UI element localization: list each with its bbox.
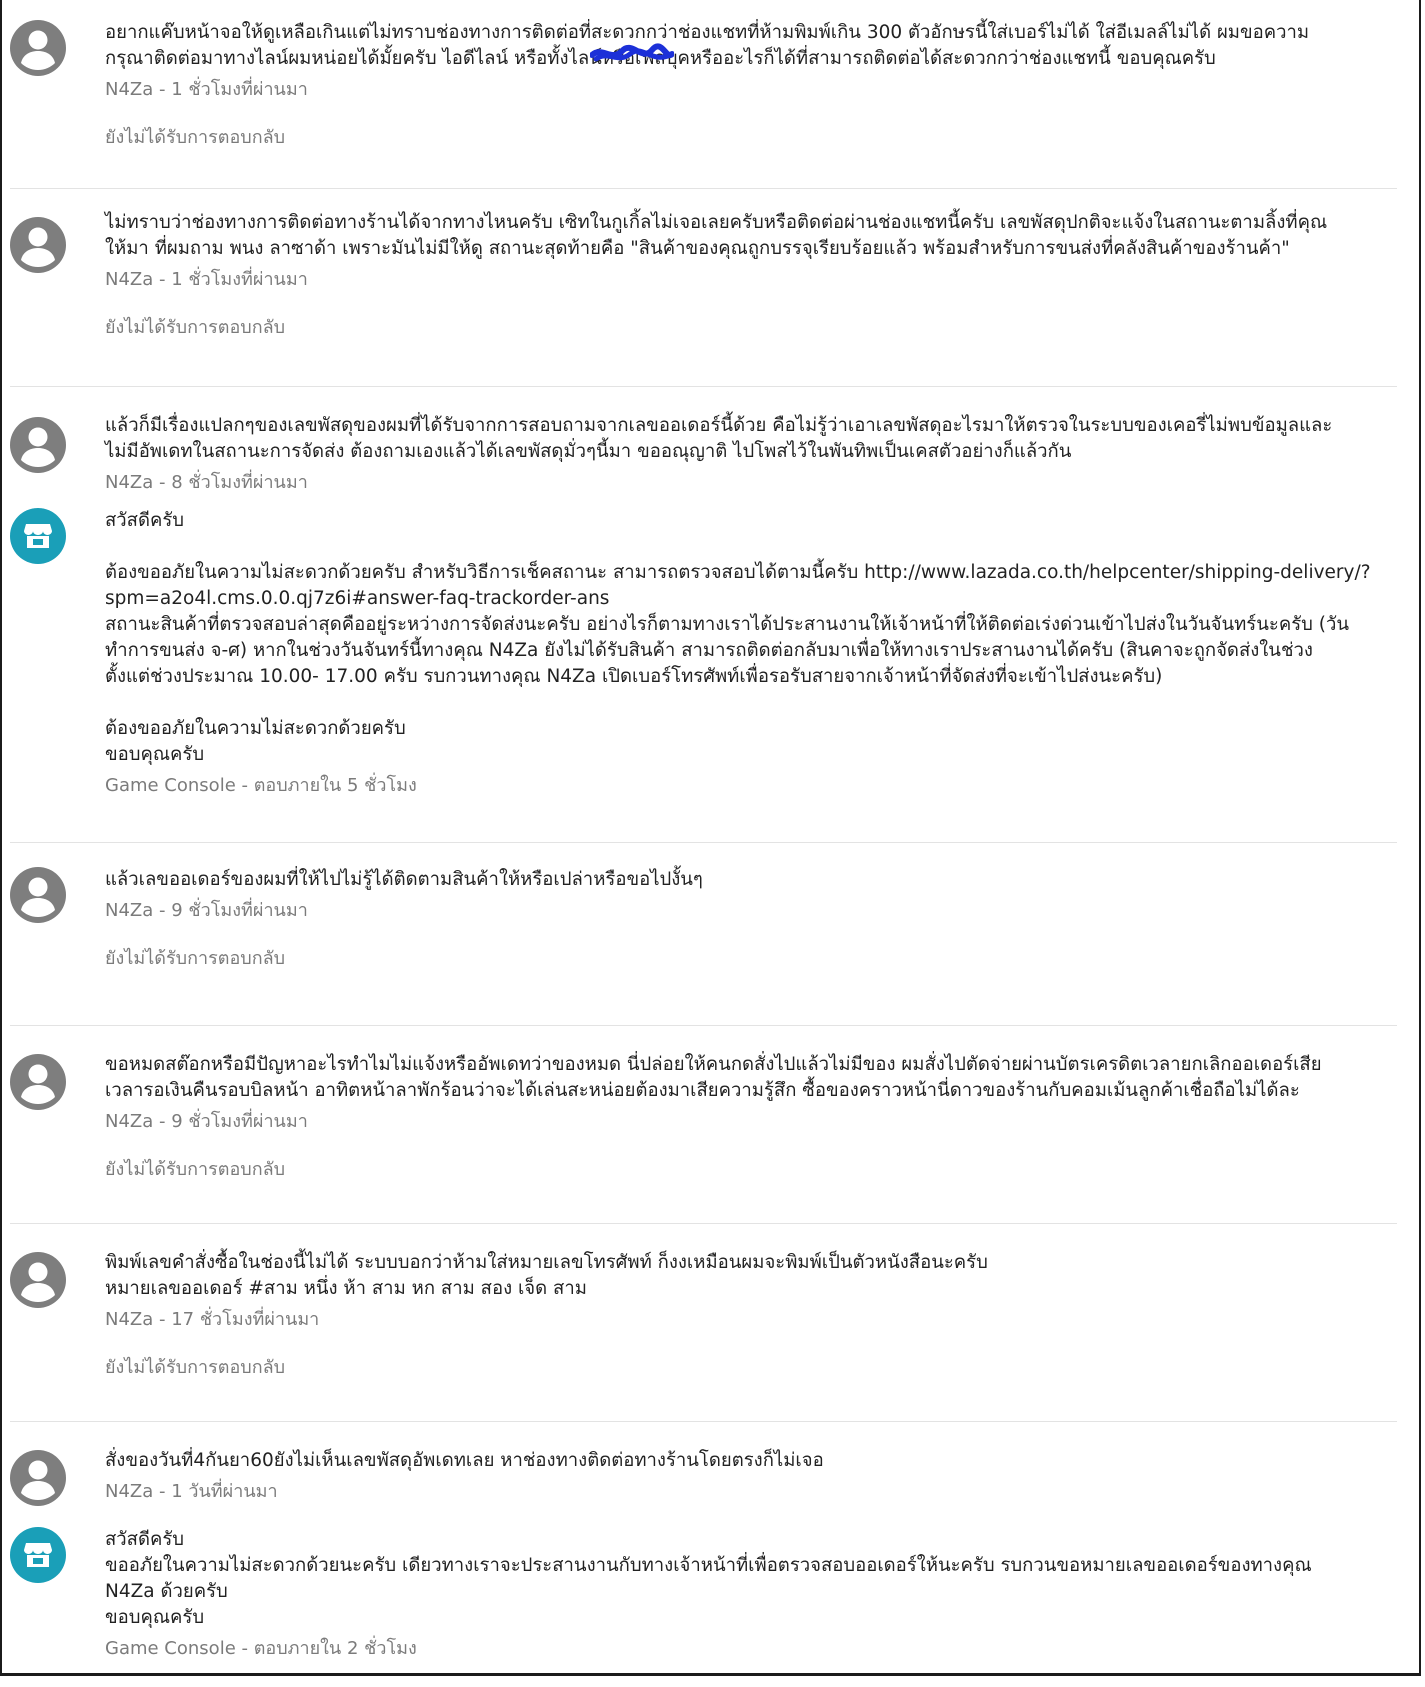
qa-item [10, 189, 1397, 387]
question-text: อยากแค๊บหน้าจอให้ดูเหลือเกินแต่ไม่ทราบช่องทางการติดต่อที่สะดวกกว่าช่องแชทที่ห้ามพิมพ์เกิน 300 ตัวอักษรนี้ใส่เบอร์ไม่ได้ ใส่อีเมลล์ไม่ได้ ผมขอความ กรุณาติดต่อมาทางไลน์ผมหน่อยได้มั้ยครับ ไอดีไลน์ หรือทั้งไลน์หรือเฟสบุคหรืออะไรก็ได้ที่สามารถติดต่อได้สะดวกกว่าช่องแชทนี้ ขอบคุณครับ [105, 22, 1310, 69]
qa-item [10, 0, 1397, 189]
answer-entry [10, 496, 1397, 799]
question-text: ขอหมดสต๊อกหรือมีปัญหาอะไรทำไมไม่แจ้งหรืออัพเดทว่าของหมด นี่ปล่อยให้คนกดสั่งไปแล้วไม่มีของ ผมสั่งไปตัดจ่ายผ่านบัตรเครดิตเวลายกเลิกออเดอร์เสีย เวลารอเงินคืนรอบบิลหน้า อาทิตหน้าลาพักร้อนว่าจะได้เล่นสะหน่อยต้องมาเสียความรู้สึก ซื้อของคราวหน้านี่ดาวของร้านกับคอมเม้นลูกค้าเชื่อถือไม่ได้ละ [105, 1054, 1322, 1101]
user-avatar-icon [10, 1252, 66, 1308]
question-entry [10, 1422, 1397, 1505]
question-meta: N4Za - 1 ชั่วโมงที่ผ่านมา [105, 79, 308, 100]
question-text: พิมพ์เลขคำสั่งซื้อในช่องนี้ไม่ได้ ระบบบอกว่าห้ามใส่หมายเลขโทรศัพท์ ก็งงเหมือนผมจะพิมพ์เป็นตัวหนังสือนะครับ หมายเลขออเดอร์ #สาม หนึ่ง ห้า สาม หก สาม สอง เจ็ด สาม [105, 1252, 988, 1299]
question-entry [10, 387, 1397, 496]
qa-item [10, 1224, 1397, 1422]
question-meta: N4Za - 1 ชั่วโมงที่ผ่านมา [105, 269, 308, 290]
question-entry [10, 189, 1397, 341]
store-icon [10, 1527, 66, 1583]
question-meta: N4Za - 9 ชั่วโมงที่ผ่านมา [105, 900, 308, 921]
qa-item [10, 387, 1397, 843]
store-icon [10, 508, 66, 564]
qa-item [10, 1026, 1397, 1224]
question-entry [10, 1026, 1397, 1183]
user-avatar-icon [10, 1054, 66, 1110]
user-avatar-icon [10, 417, 66, 473]
answer-meta: Game Console - ตอบภายใน 5 ชั่วโมง [105, 775, 417, 796]
user-avatar-icon [10, 217, 66, 273]
question-text: สั่งของวันที่4กันยา60ยังไม่เห็นเลขพัสดุอัพเดทเลย หาช่องทางติดต่อทางร้านโดยตรงก็ไม่เจอ [105, 1450, 824, 1471]
qa-item [10, 843, 1397, 1026]
answer-entry [10, 1505, 1397, 1662]
redaction-scribble-icon [590, 42, 674, 68]
question-meta: N4Za - 17 ชั่วโมงที่ผ่านมา [105, 1309, 320, 1330]
user-avatar-icon [10, 867, 66, 923]
question-meta: N4Za - 8 ชั่วโมงที่ผ่านมา [105, 472, 308, 493]
answer-meta: Game Console - ตอบภายใน 2 ชั่วโมง [105, 1638, 417, 1659]
question-text: แล้วเลขออเดอร์ของผมที่ให้ไปไม่รู้ได้ติดตามสินค้าให้หรือเปล่าหรือขอไปงั้นๆ [105, 869, 703, 890]
question-meta: N4Za - 9 ชั่วโมงที่ผ่านมา [105, 1111, 308, 1132]
user-avatar-icon [10, 1450, 66, 1506]
answer-text: สวัสดีครับ ต้องขออภัยในความไม่สะดวกด้วยครับ สำหรับวิธีการเช็คสถานะ สามารถตรวจสอบได้ตามนี้ครับ http://www.lazada.co.th/helpcenter/shipping-delivery/? spm=a2o4l.cms.0.0.qj7z6i#answer-faq-trackorder-ans สถานะสินค้าที่ตรวจสอบล่าสุดคืออยู่ระหว่างการจัดส่งนะครับ อย่างไรก็ตามทางเราได้ประสานงานให้เจ้าหน้าที่ให้ติดต่อเร่งด่วนเข้าไปส่งในวันจันทร์นะครับ (วัน ทำการขนส่ง จ-ศ) หากในช่วงวันจันทร์นี้ทางคุณ N4Za ยังไม่ได้รับสินค้า สามารถติดต่อกลับมาเพื่อให้ทางเราประสานงานได้ครับ (สินคาจะถูกจัดส่งในช่วง ตั้งแต่ช่วงประมาณ 10.00- 17.00 ครับ รบกวนทางคุณ N4Za เปิดเบอร์โทรศัพท์เพื่อรอรับสายจากเจ้าหน้าที่จัดส่งที่จะเข้าไปส่งนะครับ) ต้องขออภัยในความไม่สะดวกด้วยครับ ขอบคุณครับ [105, 510, 1371, 765]
no-reply-status: ยังไม่ได้รับการตอบกลับ [105, 1357, 286, 1378]
no-reply-status: ยังไม่ได้รับการตอบกลับ [105, 948, 286, 969]
question-entry [10, 1224, 1397, 1381]
question-text: ไม่ทราบว่าช่องทางการติดต่อทางร้านได้จากทางไหนครับ เซิทในกูเกิ้ลไม่เจอเลยครับหรือติดต่อผ่านช่องแชทนี้ครับ เลขพัสดุปกติจะแจ้งในสถานะตามลิ้งที่คุณ ให้มา ที่ผมถาม พนง ลาซาด้า เพราะมันไม่มีให้ดู สถานะสุดท้ายคือ "สินค้าของคุณถูกบรรจุเรียบร้อยแล้ว พร้อมสำหรับการขนส่งที่คลังสินค้าของร้านค้า" [105, 212, 1328, 259]
no-reply-status: ยังไม่ได้รับการตอบกลับ [105, 317, 286, 338]
qa-item [10, 1422, 1397, 1687]
no-reply-status: ยังไม่ได้รับการตอบกลับ [105, 1159, 286, 1180]
question-text: แล้วก็มีเรื่องแปลกๆของเลขพัสดุของผมที่ได้รับจากการสอบถามจากเลขออเดอร์นี้ด้วย คือไม่รู้ว่าเอาเลขพัสดุอะไรมาให้ตรวจในระบบของเคอรี่ไม่พบข้อมูลและ ไม่มีอัพเดทในสถานะการจัดส่ง ต้องถามเองแล้วได้เลขพัสดุมั่วๆนี้มา ขออณุญาติ ไปโพสไว้ในพันทิพเป็นเคสตัวอย่างก็แล้วกัน [105, 415, 1333, 462]
question-meta: N4Za - 1 วันที่ผ่านมา [105, 1481, 278, 1502]
question-entry [10, 843, 1397, 972]
question-entry [10, 0, 1397, 151]
answer-text: สวัสดีครับ ขออภัยในความไม่สะดวกด้วยนะครับ เดียวทางเราจะประสานงานกับทางเจ้าหน้าที่เพื่อตรวจสอบออเดอร์ให้นะครับ รบกวนขอหมายเลขออเดอร์ของทางคุณ N4Za ด้วยครับ ขอบคุณครับ [105, 1529, 1312, 1628]
user-avatar-icon [10, 20, 66, 76]
no-reply-status: ยังไม่ได้รับการตอบกลับ [105, 127, 286, 148]
